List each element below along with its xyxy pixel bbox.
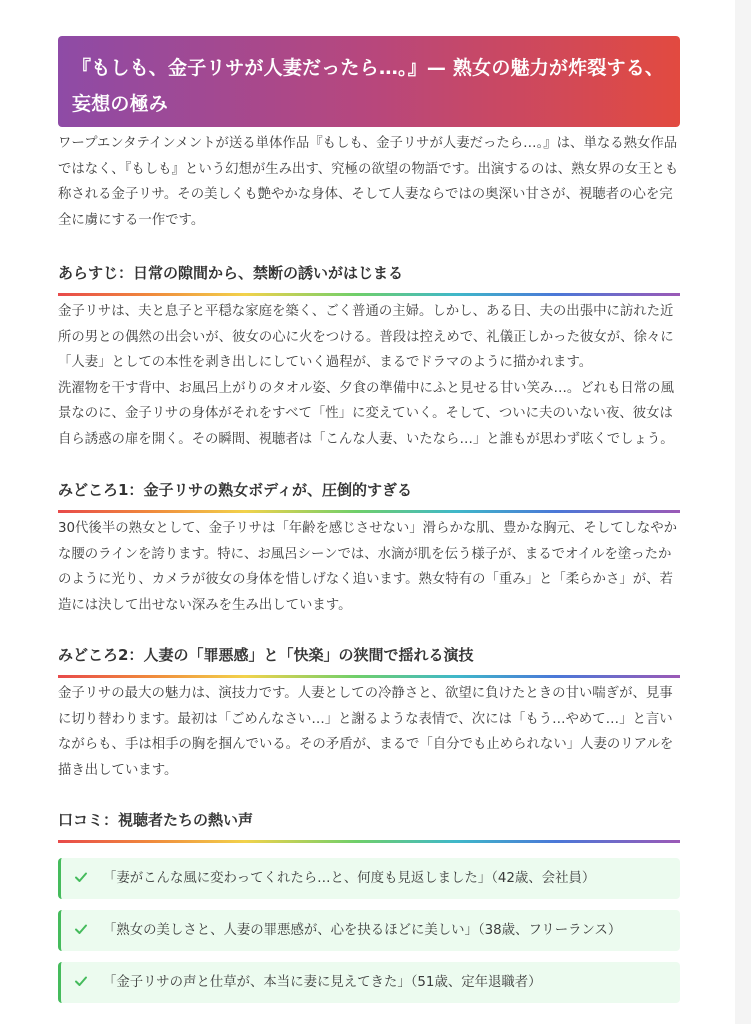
- section-paragraph: 金子リサは、夫と息子と平穏な家庭を築く、ごく普通の主婦。しかし、ある日、夫の出張中に訪れた近所の男との偶然の出会いが、彼女の心に火をつける。普段は控えめで、礼儀正しかった彼女が、徐々に「人妻」としての本性を剥き出しにしていく過程が、まるでドラマのように描かれます。: [58, 304, 674, 370]
- section-heading: 口コミ：視聴者たちの熱い声: [58, 811, 254, 829]
- section-highlight-1: [58, 480, 680, 618]
- section-paragraph: 金子リサの最大の魅力は、演技力です。人妻としての冷静さと、欲望に負けたときの甘い喘ぎが、見事に切り替わります。最初は「ごめんなさい…」と謝るような表情で、次には「もう…やめて…」と言いながらも、手は相手の胸を掴んでいる。その矛盾が、まるで「自分でも止められない」人妻のリアルを描き出しています。: [58, 686, 674, 778]
- check-icon: [73, 921, 89, 937]
- section-paragraph: 30代後半の熟女として、金子リサは「年齢を感じさせない」滑らかな肌、豊かな胸元、そしてしなやかな腰のラインを誇ります。特に、お風呂シーンでは、水滴が肌を伝う様子が、まるでオイルを塗ったかのように光り、カメラが彼女の身体を惜しげなく追います。熟女特有の「重み」と「柔らかさ」が、若造には決して出せない深みを生み出しています。: [58, 521, 678, 613]
- review-item: [58, 910, 680, 951]
- review-text: 「妻がこんな風に変わってくれたら…と、何度も見返しました」（42歳、会社員）: [103, 870, 596, 886]
- intro-paragraph: ワープエンタテインメントが送る単体作品『もしも、金子リサが人妻だったら…。』は、単なる熟女作品ではなく、『もしも』という幻想が生み出す、究極の欲望の物語です。出演するのは、熟女界の女王とも称される金子リサ。その美しくも艶やかな身体、そして人妻ならではの奥深い甘さが、視聴者の心を完全に虜にする一作です。: [58, 136, 679, 228]
- review-item: [58, 962, 680, 1003]
- section-synopsis: [58, 263, 680, 452]
- check-icon: [73, 869, 89, 885]
- page-scroll-gutter: [735, 0, 751, 1024]
- section-paragraph: 洗濯物を干す背中、お風呂上がりのタオル姿、夕食の準備中にふと見せる甘い笑み…。どれも日常の風景なのに、金子リサの身体がそれをすべて「性」に変えていく。そして、ついに夫のいない夜、彼女は自ら誘惑の扉を開く。その瞬間、視聴者は「こんな人妻、いたなら…」と誰もが思わず呟くでしょう。: [58, 380, 674, 447]
- section-highlight-2: [58, 645, 680, 783]
- article-title-banner: [58, 36, 680, 127]
- section-heading: みどころ2：人妻の「罪悪感」と「快楽」の狭間で揺れる演技: [58, 646, 474, 664]
- check-icon: [73, 973, 89, 989]
- section-divider: [58, 840, 680, 843]
- review-item: [58, 858, 680, 899]
- section-divider: [58, 675, 680, 678]
- article: [58, 36, 680, 1014]
- section-divider: [58, 510, 680, 513]
- review-text: 「金子リサの声と仕草が、本当に妻に見えてきた」（51歳、定年退職者）: [103, 974, 542, 990]
- section-divider: [58, 293, 680, 296]
- review-text: 「熟女の美しさと、人妻の罪悪感が、心を抉るほどに美しい」（38歳、フリーランス）: [103, 922, 622, 938]
- section-reviews: [58, 810, 680, 843]
- article-title: 『もしも、金子リサが人妻だったら…。』— 熟女の魅力が炸裂する、妄想の極み: [72, 57, 665, 115]
- section-heading: あらすじ：日常の隙間から、禁断の誘いがはじまる: [58, 264, 404, 282]
- review-list: [58, 858, 680, 1003]
- section-heading: みどころ1：金子リサの熟女ボディが、圧倒的すぎる: [58, 481, 412, 499]
